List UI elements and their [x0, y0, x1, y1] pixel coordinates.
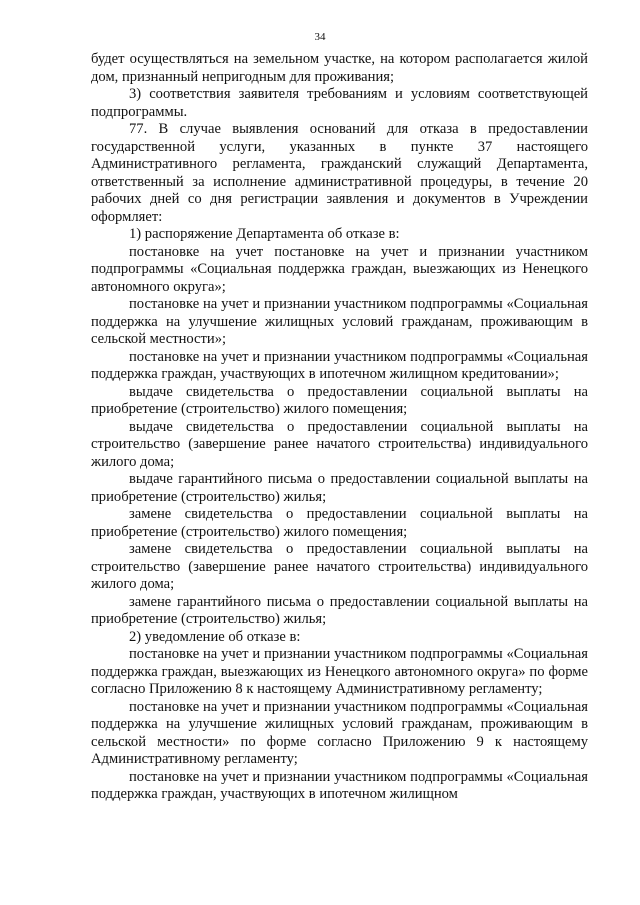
paragraph-list-item: замене свидетельства о предоставлении социальной выплаты на строительство (завершение ранее начатого строительства) индивидуального жилого дома;	[91, 541, 588, 592]
paragraph-list-item: замене свидетельства о предоставлении социальной выплаты на приобретение (строительство) жилого помещения;	[91, 506, 588, 540]
paragraph-list-item: постановке на учет и признании участником подпрограммы «Социальная поддержка граждан, выезжающих из Ненецкого автономного округа» по форме согласно Приложению 8 к настоящему Административному регламенту;	[91, 646, 588, 697]
paragraph-list-item: выдаче гарантийного письма о предоставлении социальной выплаты на приобретение (строительство) жилья;	[91, 471, 588, 505]
paragraph-list-item: постановке на учет постановке на учет и признании участником подпрограммы «Социальная поддержка граждан, выезжающих из Ненецкого автономного округа»;	[91, 243, 588, 295]
paragraph-sub-2: 2) уведомление об отказе в:	[129, 628, 301, 645]
paragraph-list-item: постановке на учет и признании участником подпрограммы «Социальная поддержка граждан, участвующих в ипотечном жилищном	[91, 768, 588, 802]
paragraph-list-item: выдаче свидетельства о предоставлении социальной выплаты на приобретение (строительство) жилого помещения;	[91, 383, 588, 417]
paragraph-77: 77. В случае выявления оснований для отказа в предоставлении государственной услуги, указанных в пункте 37 настоящего Административного регламента, гражданский служащий Департамента, ответственный за исполнение административной процедуры, в течение 20 рабочих дней со дня регистрации заявления и документов в Учреждении оформляет:	[91, 121, 588, 225]
paragraph-list-item: постановке на учет и признании участником подпрограммы «Социальная поддержка граждан, участвующих в ипотечном жилищном кредитовании»;	[91, 348, 588, 382]
page-number: 34	[314, 31, 326, 43]
body-text	[91, 51, 588, 804]
paragraph-item-3: 3) соответствия заявителя требованиям и условиям соответствующей подпрограммы.	[91, 86, 588, 120]
paragraph-continuation: будет осуществляться на земельном участке, на котором располагается жилой дом, признанный непригодным для проживания;	[91, 51, 588, 85]
paragraph-list-item: постановке на учет и признании участником подпрограммы «Социальная поддержка на улучшение жилищных условий гражданам, проживающим в сельской местности» по форме согласно Приложению 9 к настоящему Административному регламенту;	[91, 698, 588, 767]
paragraph-list-item: постановке на учет и признании участником подпрограммы «Социальная поддержка на улучшение жилищных условий гражданам, проживающим в сельской местности»;	[91, 296, 588, 347]
paragraph-list-item: замене гарантийного письма о предоставлении социальной выплаты на приобретение (строительство) жилья;	[91, 593, 588, 627]
paragraph-sub-1: 1) распоряжение Департамента об отказе в:	[129, 226, 400, 242]
paragraph-list-item: выдаче свидетельства о предоставлении социальной выплаты на строительство (завершение ранее начатого строительства) индивидуального жилого дома;	[91, 418, 588, 470]
